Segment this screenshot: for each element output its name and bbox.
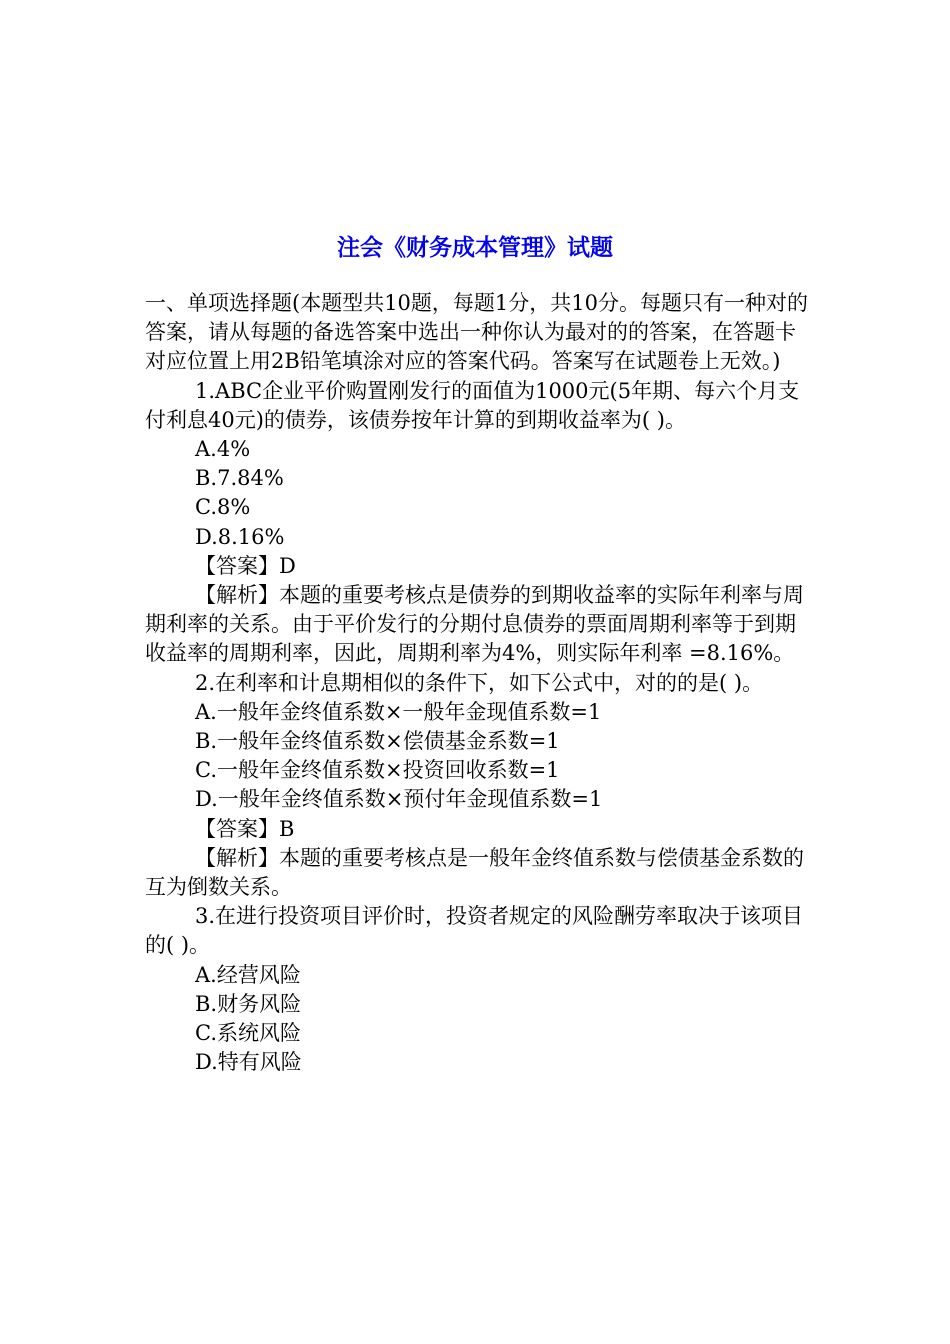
question-2-analysis: 【解析】本题的重要考核点是一般年金终值系数与偿债基金系数的互为倒数关系。: [145, 845, 804, 900]
question-2-option-a: A.一般年金终值系数×一般年金现值系数=1: [195, 699, 602, 724]
question-3-stem: 3.在进行投资项目评价时，投资者规定的风险酬劳率取决于该项目的( )。: [145, 904, 804, 958]
question-3-option-d: D.特有风险: [195, 1050, 302, 1075]
question-3-option-c: C.系统风险: [195, 1021, 301, 1046]
question-2-answer: 【答案】B: [195, 816, 295, 841]
question-1-option-a: A.4%: [195, 437, 251, 462]
question-3-option-b: B.财务风险: [195, 991, 302, 1016]
question-2-option-c: C.一般年金终值系数×投资回收系数=1: [195, 758, 560, 783]
question-1-option-b: B.7.84%: [195, 466, 284, 491]
question-1-stem: 1.ABC企业平价购置刚发行的面值为1000元(5年期、每六个月支付利息40元)的债券，该债券按年计算的到期收益率为( )。: [145, 378, 800, 432]
question-1-option-c: C.8%: [195, 495, 251, 520]
question-3-option-a: A.经营风险: [195, 962, 301, 987]
document-title: 注会《财务成本管理》试题: [337, 235, 613, 261]
question-1-option-d: D.8.16%: [195, 524, 285, 549]
question-1-analysis: 【解析】本题的重要考核点是债券的到期收益率的实际年利率与周期利率的关系。由于平价发行的分期付息债券的票面周期利率等于到期收益率的周期利率，因此，周期利率为4%，则实际年利率 =8.16%。: [145, 583, 804, 666]
question-2-option-d: D.一般年金终值系数×预付年金现值系数=1: [195, 787, 603, 812]
question-2-stem: 2.在利率和计息期相似的条件下，如下公式中，对的的是( )。: [195, 670, 764, 695]
document-body: [145, 289, 810, 1077]
question-1-answer: 【答案】D: [195, 553, 296, 578]
section-intro: 一、单项选择题(本题型共10题，每题1分，共10分。每题只有一种对的答案，请从每题的备选答案中选出一种你认为最对的的答案，在答题卡对应位置上用2B铅笔填涂对应的答案代码。答案写在试题卷上无效。): [145, 291, 808, 374]
question-2-option-b: B.一般年金终值系数×偿债基金系数=1: [195, 729, 560, 754]
